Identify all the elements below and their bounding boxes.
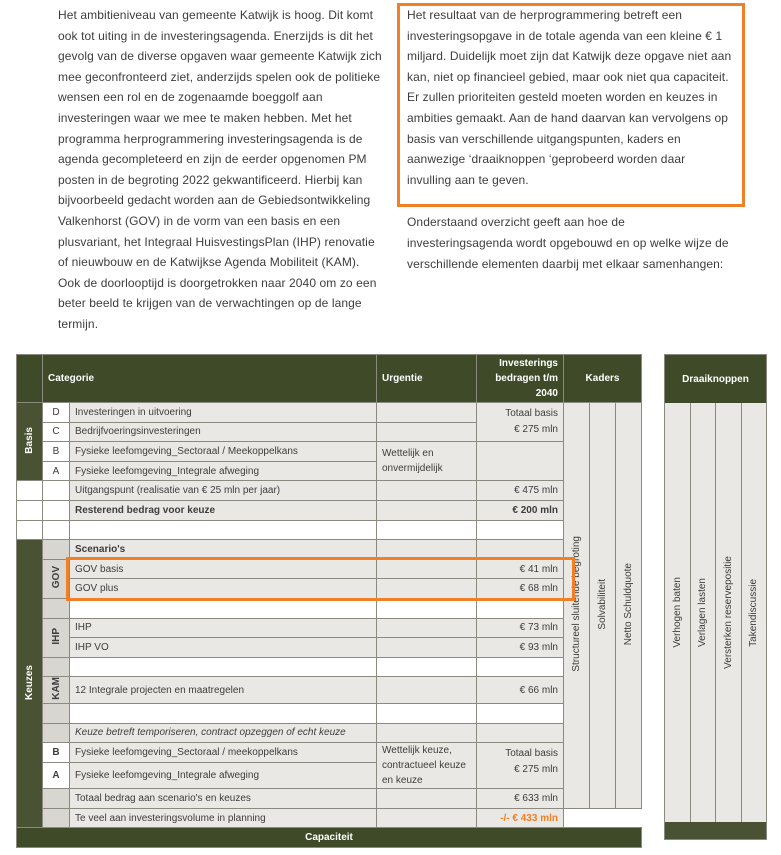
ihp-row-value: € 93 mln — [477, 638, 564, 658]
kader-col-1: Structureel sluitende begroting — [564, 403, 590, 809]
highlight-box-paragraph — [397, 3, 745, 207]
highlight-box-gov — [66, 557, 575, 601]
keuze-code: A — [43, 763, 70, 789]
header-draaiknoppen: Draaiknoppen — [665, 355, 766, 403]
gov-row-value: € 68 mln — [477, 579, 564, 599]
footer-capaciteit: Capaciteit — [17, 828, 642, 848]
ihp-row-label: IHP VO — [70, 638, 377, 658]
group-basis: Basis — [17, 403, 43, 481]
header-categorie: Categorie — [43, 355, 377, 403]
scenarios-label: Scenario's — [70, 540, 377, 560]
draaiknoppen-footer — [665, 822, 766, 839]
gov-row-value: € 41 mln — [477, 559, 564, 579]
ihp-row-label: IHP — [70, 618, 377, 638]
row-code: C — [43, 422, 70, 442]
row-code: A — [43, 461, 70, 481]
basis-urgentie: Wettelijk en onvermijdelijk — [377, 442, 477, 481]
kam-row-label: 12 Integrale projecten en maatregelen — [70, 677, 377, 704]
draaiknop-col: Verlagen lasten — [691, 403, 717, 822]
draaiknop-col: Takendiscussie — [742, 403, 767, 822]
kader-col-3: Netto Schuldquote — [616, 403, 642, 809]
row-label: Investeringen in uitvoering — [70, 403, 377, 423]
totaal-label: Totaal bedrag aan scenario's en keuzes — [70, 789, 377, 809]
keuze-row-label: Fysieke leefomgeving_Sectoraal / meekoppelkans — [70, 743, 377, 763]
keuze-urgentie: Wettelijk keuze, contractueel keuze en keuze — [377, 743, 477, 789]
row-label: Fysieke leefomgeving_Sectoraal / Meekoppelkans — [70, 442, 377, 462]
intro-left-column — [58, 5, 383, 352]
teveel-label: Te veel aan investeringsvolume in planning — [70, 808, 377, 828]
row-code: D — [43, 403, 70, 423]
keuze-row-label: Fysieke leefomgeving_Integrale afweging — [70, 763, 377, 789]
gov-row-label: GOV plus — [70, 579, 377, 599]
uitgangspunt-value: € 475 mln — [477, 481, 564, 501]
row-label: Bedrijfvoeringsinvesteringen — [70, 422, 377, 442]
kader-col-2: Solvabiliteit — [590, 403, 616, 809]
right-paragraph-2: Onderstaand overzicht geeft aan hoe de investeringsagenda wordt opgebouwd en op welke wijze de verschillende elementen daarbij met elkaar samenhangen: — [407, 215, 729, 271]
uitgangspunt-label: Uitgangspunt (realisatie van € 25 mln per jaar) — [70, 481, 377, 501]
group-keuzes: Keuzes — [17, 540, 43, 828]
ihp-row-value: € 73 mln — [477, 618, 564, 638]
header-bedragen: Investerings bedragen t/m 2040 — [477, 355, 564, 403]
basis-amount-cell: Totaal basis € 275 mln — [477, 403, 564, 442]
draaiknop-col: Verhogen baten — [665, 403, 691, 822]
row-code: B — [43, 442, 70, 462]
totaal-value: € 633 mln — [477, 789, 564, 809]
resterend-label: Resterend bedrag voor keuze — [70, 500, 377, 520]
right-paragraph-1: Het resultaat van de herprogrammering betreft een investeringsopgave in de totale agenda van een kleine € 1 miljard. Duidelijk moet zijn dat Katwijk deze opgave niet aan kan, niet op financieel gebied, maar ook niet qua capaciteit. Er zullen prioriteiten gesteld moeten worden en keuzes in ambities gemaakt. Aan de hand daarvan kan vervolgens op basis van verschillende uitgangspunten, kaders en aanwezige ‘draaiknoppen ‘geprobeerd worden daar invulling aan te geven. — [407, 8, 732, 187]
row-label: Fysieke leefomgeving_Integrale afweging — [70, 461, 377, 481]
keuze-code: B — [43, 743, 70, 763]
group-ihp: IHP — [43, 618, 70, 657]
header-kaders: Kaders — [564, 355, 642, 403]
keuze-amount-cell: Totaal basis € 275 mln — [477, 743, 564, 789]
draaiknoppen-panel — [664, 354, 767, 840]
kam-row-value: € 66 mln — [477, 677, 564, 704]
keuze-note: Keuze betreft temporiseren, contract opzeggen of echt keuze — [70, 723, 377, 743]
group-kam: KAM — [43, 677, 70, 704]
resterend-value: € 200 mln — [477, 500, 564, 520]
header-urgentie: Urgentie — [377, 355, 477, 403]
draaiknop-col: Versterken reservepositie — [716, 403, 742, 822]
left-paragraph: Het ambitieniveau van gemeente Katwijk is hoog. Dit komt ook tot uiting in de investeringsagenda. Enerzijds is dit het gevolg van de diverse opgaven waar gemeente Katwijk zich mee geconfronteerd ziet, anderzijds spelen ook de politieke wensen een rol en de zogenaamde boeggolf aan investeringen waar we mee te maken hebben. Met het programma herprogrammering investeringsagenda is de agenda gecompleteerd en zijn de eerder opgenomen PM posten in de begroting 2022 gekwantificeerd. Hierbij kan bijvoorbeeld gedacht worden aan de Gebiedsontwikkeling Valkenhorst (GOV) in de vorm van een basis en een plusvariant, het Integraal HuisvestingsPlan (IHP) renovatie of nieuwbouw en de Katwijkse Agenda Mobiliteit (KAM). Ook de doorlooptijd is doorgetrokken naar 2040 om zo een beter beeld te krijgen van de verwachtingen op de lange termijn. — [58, 8, 382, 331]
gov-row-label: GOV basis — [70, 559, 377, 579]
teveel-value: -/- € 433 mln — [477, 808, 564, 828]
investment-table — [16, 354, 642, 848]
group-gov: GOV — [43, 559, 70, 598]
